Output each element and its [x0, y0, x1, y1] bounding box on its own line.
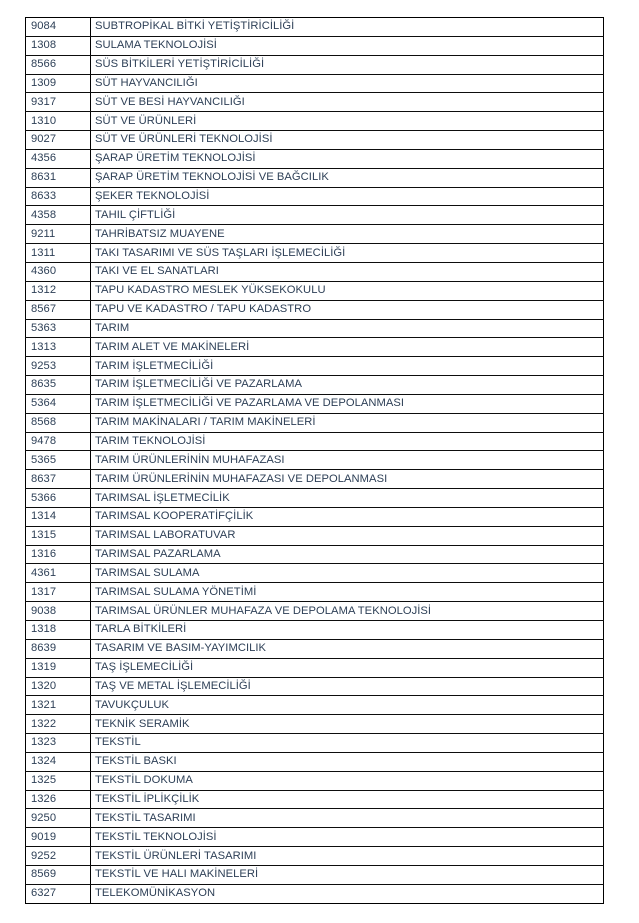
- program-code-cell: 9317: [26, 93, 91, 112]
- program-code-cell: 9019: [26, 828, 91, 847]
- table-row: [26, 394, 604, 413]
- program-code-cell: 8568: [26, 413, 91, 432]
- table-row: [26, 244, 604, 263]
- program-name-cell: SÜT HAYVANCILIĞI: [91, 74, 604, 93]
- program-code-cell: 1309: [26, 74, 91, 93]
- program-name-cell: TARIM MAKİNALARI / TARIM MAKİNELERİ: [91, 413, 604, 432]
- program-code-cell: 1316: [26, 545, 91, 564]
- program-name-cell: SÜT VE BESİ HAYVANCILIĞI: [91, 93, 604, 112]
- program-code-cell: 8631: [26, 168, 91, 187]
- program-name-cell: TARIMSAL SULAMA YÖNETİMİ: [91, 583, 604, 602]
- program-name-cell: TASARIM VE BASIM-YAYIMCILIK: [91, 639, 604, 658]
- program-name-cell: TEKSTİL BASKI: [91, 752, 604, 771]
- table-row: [26, 564, 604, 583]
- program-name-cell: TAHIL ÇİFTLİĞİ: [91, 206, 604, 225]
- program-name-cell: TARLA BİTKİLERİ: [91, 621, 604, 640]
- program-code-cell: 4358: [26, 206, 91, 225]
- program-code-cell: 1317: [26, 583, 91, 602]
- program-code-cell: 1320: [26, 677, 91, 696]
- program-code-cell: 4360: [26, 262, 91, 281]
- program-code-cell: 8569: [26, 865, 91, 884]
- table-row: [26, 36, 604, 55]
- table-row: [26, 771, 604, 790]
- table-row: [26, 262, 604, 281]
- program-code-cell: 9478: [26, 432, 91, 451]
- program-name-cell: TARIMSAL SULAMA: [91, 564, 604, 583]
- table-row: [26, 715, 604, 734]
- program-name-cell: TEKSTİL VE HALI MAKİNELERİ: [91, 865, 604, 884]
- program-name-cell: TEKSTİL: [91, 734, 604, 753]
- program-code-cell: 9211: [26, 225, 91, 244]
- program-name-cell: ŞEKER TEKNOLOJİSİ: [91, 187, 604, 206]
- program-code-cell: 8633: [26, 187, 91, 206]
- program-code-cell: 1313: [26, 338, 91, 357]
- table-row: [26, 545, 604, 564]
- program-code-cell: 1322: [26, 715, 91, 734]
- table-row: [26, 677, 604, 696]
- table-row: [26, 696, 604, 715]
- program-name-cell: ŞARAP ÜRETİM TEKNOLOJİSİ: [91, 149, 604, 168]
- program-name-cell: TARIMSAL KOOPERATİFÇİLİK: [91, 507, 604, 526]
- table-row: [26, 865, 604, 884]
- table-row: [26, 470, 604, 489]
- program-name-cell: TAKI TASARIMI VE SÜS TAŞLARI İŞLEMECİLİĞİ: [91, 244, 604, 263]
- table-row: [26, 451, 604, 470]
- table-row: [26, 489, 604, 508]
- program-code-table-body: [26, 18, 604, 904]
- table-row: [26, 206, 604, 225]
- program-name-cell: SÜS BİTKİLERİ YETİŞTİRİCİLİĞİ: [91, 55, 604, 74]
- table-row: [26, 376, 604, 395]
- program-code-cell: 4361: [26, 564, 91, 583]
- program-name-cell: TEKSTİL TASARIMI: [91, 809, 604, 828]
- table-row: [26, 790, 604, 809]
- table-row: [26, 413, 604, 432]
- table-row: [26, 74, 604, 93]
- program-name-cell: TAPU VE KADASTRO / TAPU KADASTRO: [91, 300, 604, 319]
- program-code-cell: 1319: [26, 658, 91, 677]
- table-row: [26, 432, 604, 451]
- program-code-cell: 9253: [26, 357, 91, 376]
- table-row: [26, 507, 604, 526]
- program-code-cell: 9250: [26, 809, 91, 828]
- table-row: [26, 225, 604, 244]
- table-row: [26, 526, 604, 545]
- program-name-cell: ŞARAP ÜRETİM TEKNOLOJİSİ VE BAĞCILIK: [91, 168, 604, 187]
- program-name-cell: TARIMSAL LABORATUVAR: [91, 526, 604, 545]
- program-code-cell: 8566: [26, 55, 91, 74]
- program-name-cell: TARIM İŞLETMECİLİĞİ VE PAZARLAMA: [91, 376, 604, 395]
- program-code-cell: 1326: [26, 790, 91, 809]
- program-name-cell: SÜT VE ÜRÜNLERİ TEKNOLOJİSİ: [91, 131, 604, 150]
- program-code-cell: 1311: [26, 244, 91, 263]
- program-code-cell: 9252: [26, 847, 91, 866]
- program-code-cell: 1315: [26, 526, 91, 545]
- table-row: [26, 338, 604, 357]
- program-code-cell: 8639: [26, 639, 91, 658]
- program-code-cell: 1318: [26, 621, 91, 640]
- program-name-cell: TAKI VE EL SANATLARI: [91, 262, 604, 281]
- program-name-cell: TEKSTİL ÜRÜNLERİ TASARIMI: [91, 847, 604, 866]
- table-row: [26, 18, 604, 37]
- program-name-cell: TAPU KADASTRO MESLEK YÜKSEKOKULU: [91, 281, 604, 300]
- program-code-cell: 5366: [26, 489, 91, 508]
- program-name-cell: TARIM İŞLETMECİLİĞİ VE PAZARLAMA VE DEPOLANMASI: [91, 394, 604, 413]
- program-code-cell: 1324: [26, 752, 91, 771]
- program-code-cell: 1308: [26, 36, 91, 55]
- program-code-cell: 8567: [26, 300, 91, 319]
- program-name-cell: SÜT VE ÜRÜNLERİ: [91, 112, 604, 131]
- table-row: [26, 131, 604, 150]
- table-row: [26, 621, 604, 640]
- table-row: [26, 281, 604, 300]
- program-name-cell: TARIM ÜRÜNLERİNİN MUHAFAZASI VE DEPOLANMASI: [91, 470, 604, 489]
- table-row: [26, 55, 604, 74]
- table-row: [26, 734, 604, 753]
- table-row: [26, 357, 604, 376]
- program-name-cell: TARIM: [91, 319, 604, 338]
- table-row: [26, 93, 604, 112]
- program-name-cell: SULAMA TEKNOLOJİSİ: [91, 36, 604, 55]
- table-row: [26, 809, 604, 828]
- table-row: [26, 583, 604, 602]
- program-name-cell: TARIMSAL PAZARLAMA: [91, 545, 604, 564]
- program-code-cell: 1325: [26, 771, 91, 790]
- program-code-cell: 1323: [26, 734, 91, 753]
- table-row: [26, 828, 604, 847]
- table-row: [26, 658, 604, 677]
- table-row: [26, 884, 604, 903]
- table-row: [26, 168, 604, 187]
- program-code-cell: 4356: [26, 149, 91, 168]
- table-row: [26, 187, 604, 206]
- table-row: [26, 149, 604, 168]
- table-row: [26, 319, 604, 338]
- program-name-cell: SUBTROPİKAL BİTKİ YETİŞTİRİCİLİĞİ: [91, 18, 604, 37]
- program-code-cell: 1310: [26, 112, 91, 131]
- program-name-cell: TARIM TEKNOLOJİSİ: [91, 432, 604, 451]
- program-name-cell: TAHRİBATSIZ MUAYENE: [91, 225, 604, 244]
- program-name-cell: TAVUKÇULUK: [91, 696, 604, 715]
- table-row: [26, 847, 604, 866]
- program-code-cell: 1312: [26, 281, 91, 300]
- program-code-cell: 5364: [26, 394, 91, 413]
- program-name-cell: TARIM ÜRÜNLERİNİN MUHAFAZASI: [91, 451, 604, 470]
- program-name-cell: TAŞ İŞLEMECİLİĞİ: [91, 658, 604, 677]
- program-code-cell: 8637: [26, 470, 91, 489]
- table-row: [26, 639, 604, 658]
- code-table-container: [25, 17, 603, 904]
- program-code-cell: 1314: [26, 507, 91, 526]
- program-code-cell: 5365: [26, 451, 91, 470]
- program-name-cell: TEKSTİL İPLİKÇİLİK: [91, 790, 604, 809]
- program-code-cell: 6327: [26, 884, 91, 903]
- program-name-cell: TARIM ALET VE MAKİNELERİ: [91, 338, 604, 357]
- program-name-cell: TELEKOMÜNİKASYON: [91, 884, 604, 903]
- table-row: [26, 112, 604, 131]
- program-name-cell: TEKSTİL TEKNOLOJİSİ: [91, 828, 604, 847]
- program-code-cell: 1321: [26, 696, 91, 715]
- program-code-cell: 9038: [26, 602, 91, 621]
- program-code-cell: 9027: [26, 131, 91, 150]
- program-code-cell: 8635: [26, 376, 91, 395]
- table-row: [26, 752, 604, 771]
- program-name-cell: TARIMSAL İŞLETMECİLİK: [91, 489, 604, 508]
- program-code-cell: 5363: [26, 319, 91, 338]
- table-row: [26, 300, 604, 319]
- program-code-table: [25, 17, 604, 904]
- table-row: [26, 602, 604, 621]
- program-name-cell: TAŞ VE METAL İŞLEMECİLİĞİ: [91, 677, 604, 696]
- program-name-cell: TEKSTİL DOKUMA: [91, 771, 604, 790]
- program-code-cell: 9084: [26, 18, 91, 37]
- program-name-cell: TEKNİK SERAMİK: [91, 715, 604, 734]
- program-name-cell: TARIMSAL ÜRÜNLER MUHAFAZA VE DEPOLAMA TEKNOLOJİSİ: [91, 602, 604, 621]
- program-name-cell: TARIM İŞLETMECİLİĞİ: [91, 357, 604, 376]
